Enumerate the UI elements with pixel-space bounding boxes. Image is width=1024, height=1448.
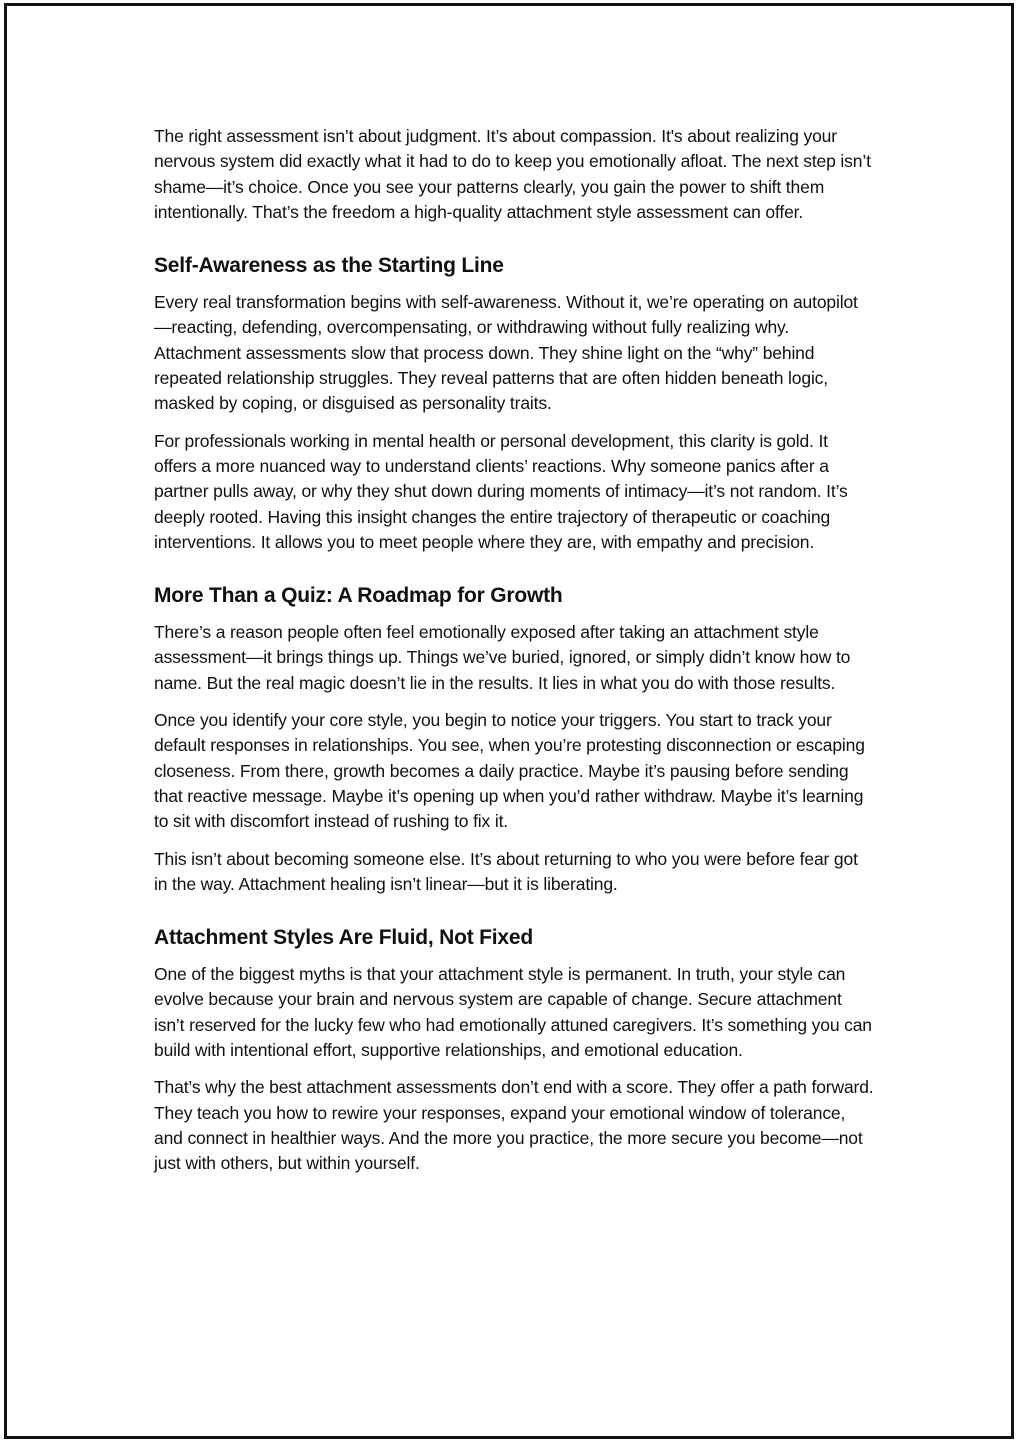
section-paragraph: One of the biggest myths is that your attachment style is permanent. In truth, your style can evolve because your brain and nervous system are capable of change. Secure attachment isn’t reserved for the lucky few who had emotionally attuned caregivers. It’s something you can build with intentional effort, supportive relationships, and emotional education. (154, 964, 872, 1061)
section-heading: More Than a Quiz: A Roadmap for Growth (154, 584, 563, 608)
section-paragraph: Every real transformation begins with self-awareness. Without it, we’re operating on autopilot—reacting, defending, overcompensating, or withdrawing without fully realizing why. Attachment assessments slow that process down. They shine light on the “why” behind repeated relationship struggles. They reveal patterns that are often hidden beneath logic, masked by coping, or disguised as personality traits. (154, 292, 858, 414)
section-paragraph: For professionals working in mental health or personal development, this clarity is gold. It offers a more nuanced way to understand clients’ reactions. Why someone panics after a partner pulls away, or why they shut down during moments of intimacy—it’s not random. It’s deeply rooted. Having this insight changes the entire trajectory of therapeutic or coaching interventions. It allows you to meet people where they are, with empathy and precision. (154, 430, 848, 552)
section-paragraph: Once you identify your core style, you begin to notice your triggers. You start to track your default responses in relationships. You see, when you’re protesting disconnection or escaping closeness. From there, growth becomes a daily practice. Maybe it’s pausing before sending that reactive message. Maybe it’s opening up when you’d rather withdraw. Maybe it’s learning to sit with discomfort instead of rushing to fix it. (154, 710, 865, 832)
section-paragraph: That’s why the best attachment assessments don’t end with a score. They offer a path forward. They teach you how to rewire your responses, expand your emotional window of tolerance, and connect in healthier ways. And the more you practice, the more secure you become—not just with others, but within yourself. (154, 1077, 874, 1174)
section-paragraph: This isn’t about becoming someone else. It’s about returning to who you were before fear got in the way. Attachment healing isn’t linear—but it is liberating. (154, 848, 858, 894)
section-heading: Self-Awareness as the Starting Line (154, 254, 504, 278)
intro-paragraph: The right assessment isn’t about judgment. It’s about compassion. It's about realizing your nervous system did exactly what it had to do to keep you emotionally afloat. The next step isn’t shame—it’s choice. Once you see your patterns clearly, you gain the power to shift them intentionally. That’s the freedom a high-quality attachment style assessment can offer. (154, 126, 871, 222)
section-paragraph: There’s a reason people often feel emotionally exposed after taking an attachment style assessment—it brings things up. Things we’ve buried, ignored, or simply didn’t know how to name. But the real magic doesn’t lie in the results. It lies in what you do with those results. (154, 622, 851, 693)
document-body (154, 124, 874, 1177)
section-heading: Attachment Styles Are Fluid, Not Fixed (154, 926, 534, 950)
